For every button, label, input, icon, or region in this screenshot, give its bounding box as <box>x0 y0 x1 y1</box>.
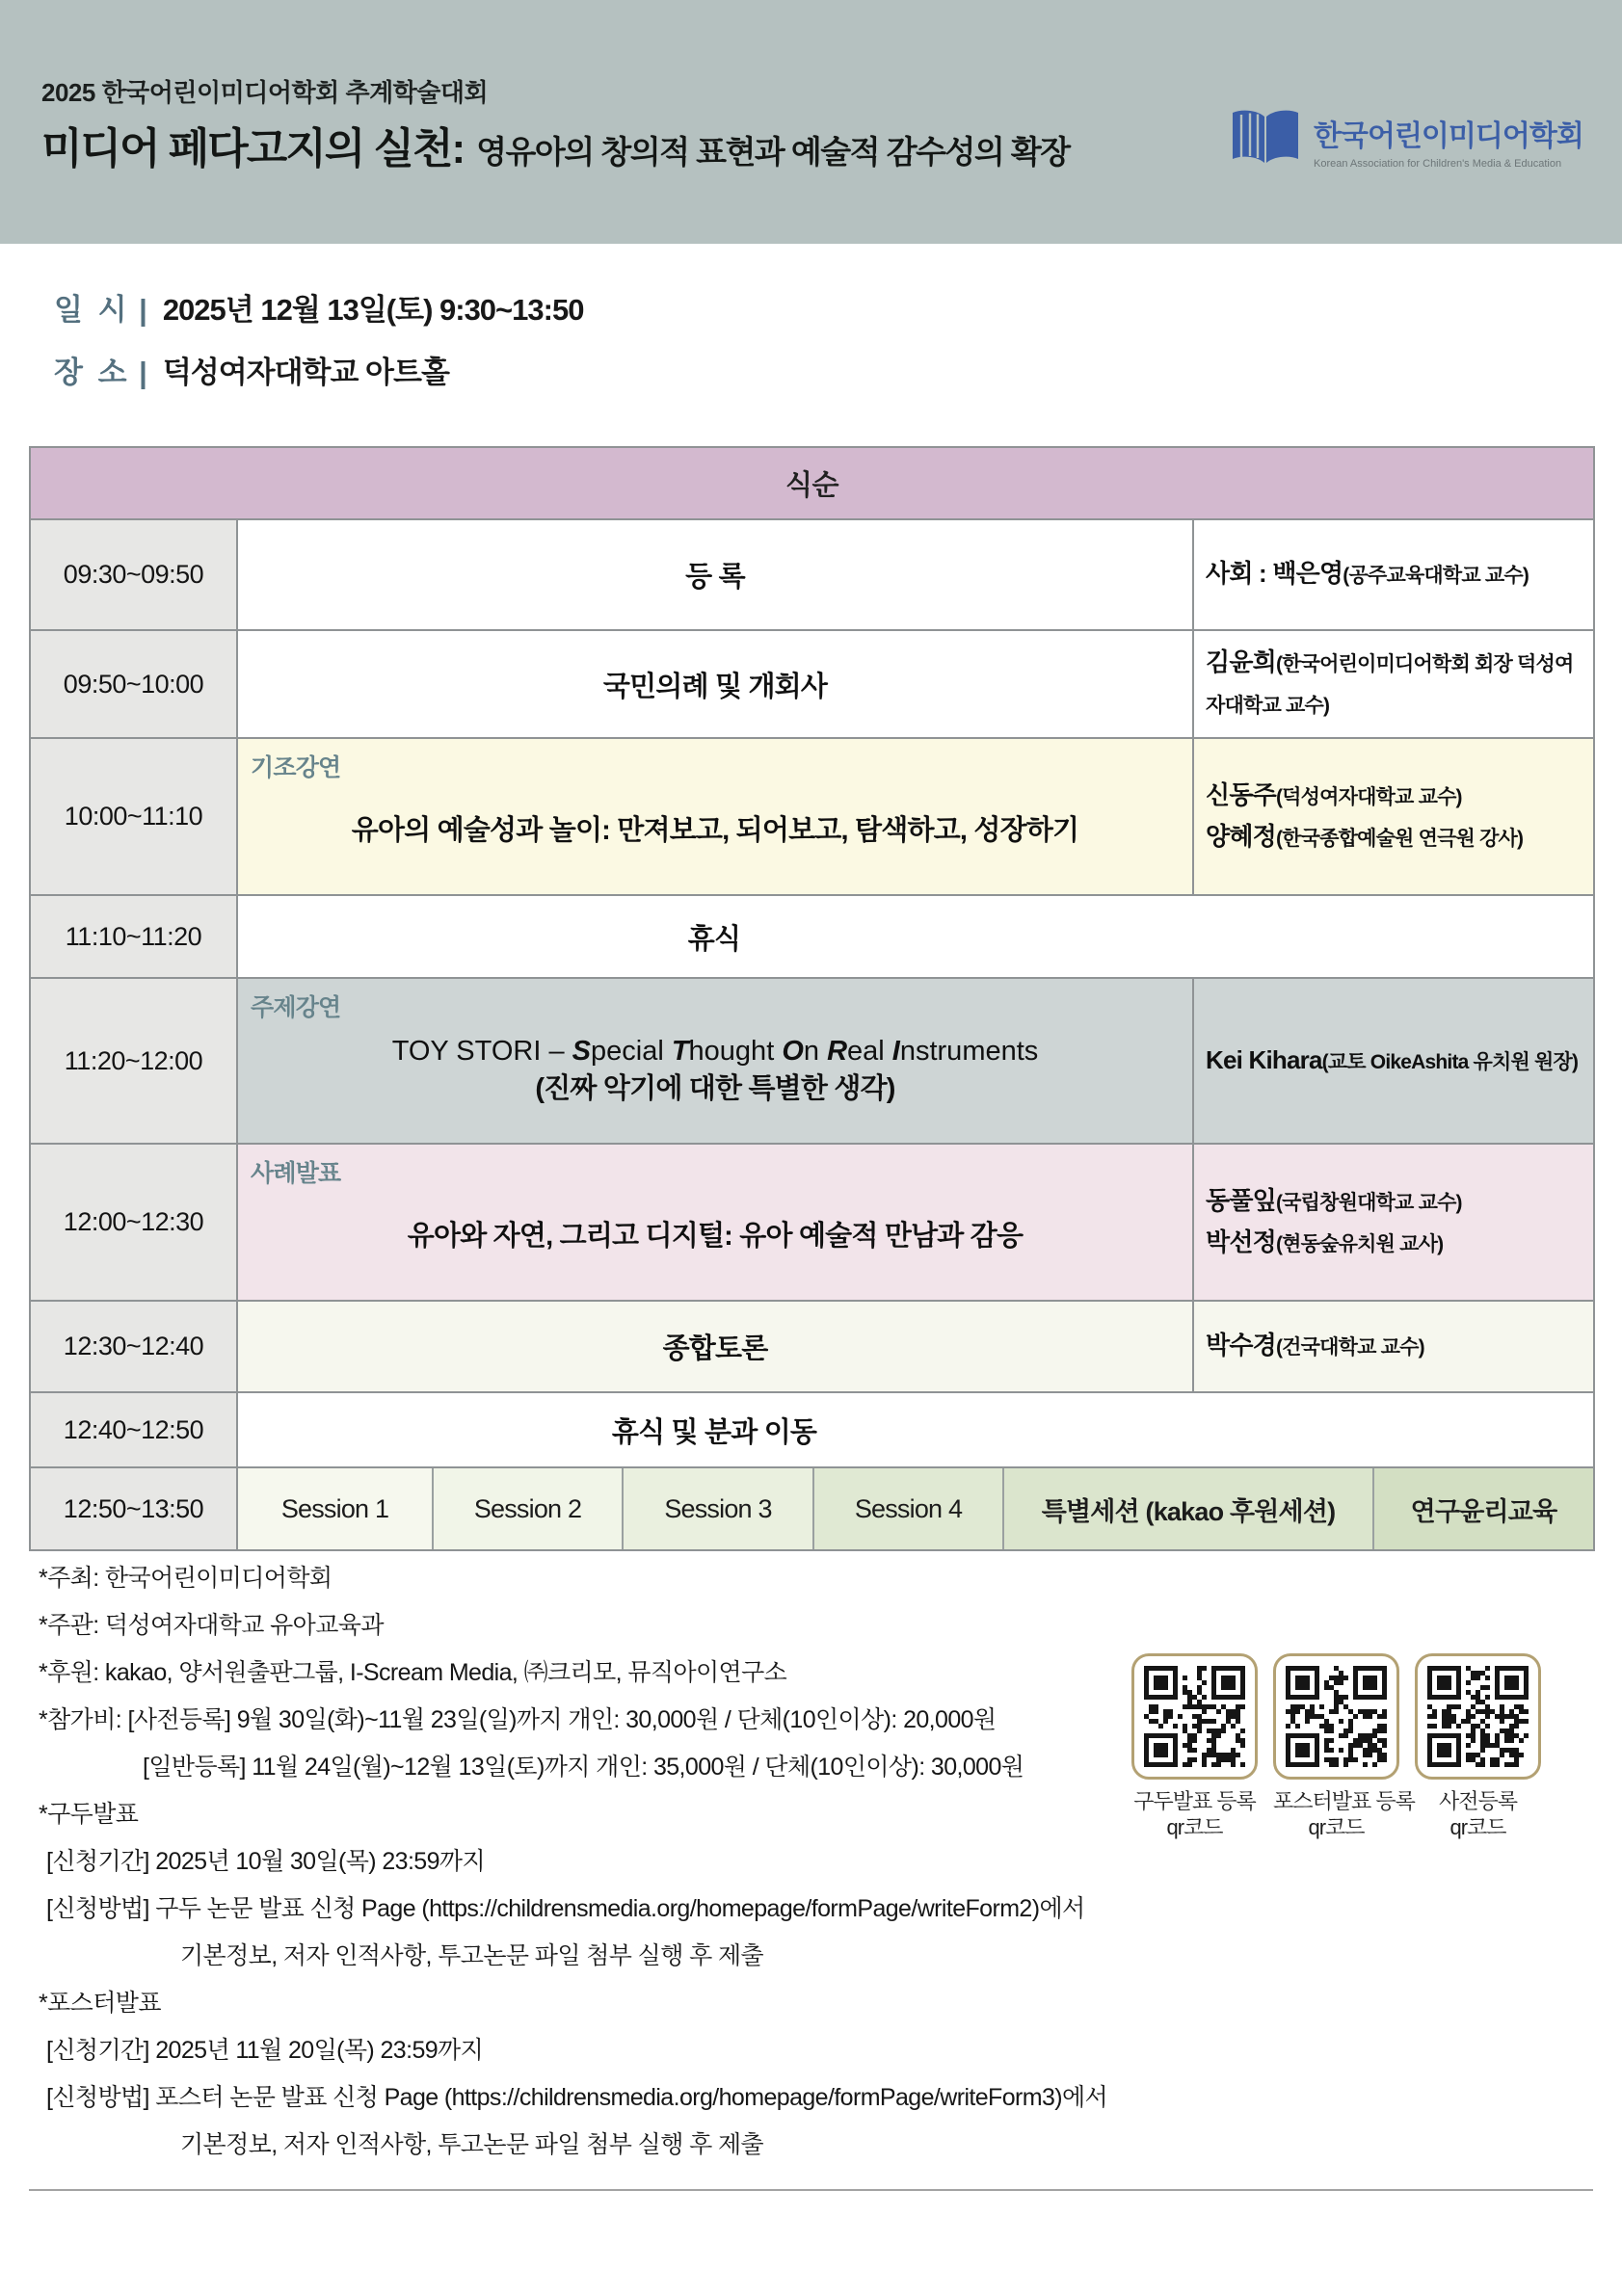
venue-row <box>54 348 583 410</box>
date-value: 2025년 12월 13일(토) 9:30~13:50 <box>162 293 584 327</box>
speaker-affiliation: (건국대학교 교수) <box>1275 1336 1424 1359</box>
speaker-name: 박선정 <box>1206 1227 1276 1256</box>
note-oral-heading: *구두발표 <box>39 1801 139 1828</box>
speaker-name: 박수경 <box>1206 1331 1276 1359</box>
speaker-cell <box>1193 630 1594 738</box>
event-cell <box>237 738 1193 895</box>
speaker-cell <box>1193 978 1594 1144</box>
case-presentation-title: 유아와 자연, 그리고 디지털: 유아 예술적 만남과 감응 <box>407 1221 1024 1252</box>
speaker-cell <box>1193 519 1594 630</box>
time-cell: 12:30~12:40 <box>30 1301 237 1392</box>
oral-registration-qr-code <box>1131 1653 1258 1780</box>
note-poster-heading: *포스터발표 <box>39 1990 161 2017</box>
time-cell: 12:00~12:30 <box>30 1144 237 1301</box>
session-4-cell: Session 4 <box>812 1468 1002 1549</box>
speaker-name: 동풀잎 <box>1206 1185 1276 1215</box>
note-fee-regular: [일반등록] 11월 24일(월)~12월 13일(토)까지 개인: 35,000원 / 단체(10인이상): 30,000원 <box>143 1754 1024 1781</box>
table-row <box>30 1301 1594 1392</box>
session-1-cell: Session 1 <box>238 1468 432 1549</box>
time-cell: 09:30~09:50 <box>30 519 237 630</box>
qr-sublabel: qr코드 <box>1449 1815 1506 1839</box>
speaker-affiliation: (한국어린이미디어학회 회장 덕성여자대학교 교수) <box>1206 653 1574 717</box>
note-oral-method: [신청방법] 구두 논문 발표 신청 Page (https://childrensmedia.org/homepage/formPage/writeForm2)에서 <box>46 1895 1085 1922</box>
table-title: 식순 <box>30 447 1594 519</box>
special-session-cell: 특별세션 (kakao 후원세션) <box>1002 1468 1372 1549</box>
speaker-affiliation: (한국종합예술원 연극원 강사) <box>1275 827 1524 850</box>
keynote-title: 유아의 예술성과 놀이: 만져보고, 되어보고, 탐색하고, 성장하기 <box>351 815 1079 846</box>
event-cell: 등 록 <box>237 519 1193 630</box>
speaker-name: Kei Kihara <box>1206 1044 1322 1074</box>
header-band <box>0 0 1622 244</box>
event-name: 2025 한국어린이미디어학회 추계학술대회 <box>41 78 489 107</box>
session-type-label: 사례발표 <box>251 1160 341 1187</box>
table-row-sessions <box>30 1467 1594 1550</box>
table-row-break <box>30 1392 1594 1467</box>
venue-label: 장 소 <box>54 356 127 389</box>
topic-lecture-title: TOY STORI – Special Thought On Real Instruments <box>391 1035 1039 1067</box>
table-header-row <box>30 447 1594 519</box>
time-cell: 09:50~10:00 <box>30 630 237 738</box>
table-row <box>30 519 1594 630</box>
schedule-table <box>29 446 1595 1551</box>
table-row-break <box>30 895 1594 978</box>
table-row-case-presentation <box>30 1144 1594 1301</box>
table-row-topic-lecture <box>30 978 1594 1144</box>
speaker-name: 양혜정 <box>1206 821 1276 851</box>
event-cell <box>237 978 1193 1144</box>
event-cell: 휴식 및 분과 이동 <box>237 1392 1594 1467</box>
logo-name-korean: 한국어린이미디어학회 <box>1314 119 1583 152</box>
poster-registration-qr-code <box>1273 1653 1399 1780</box>
event-cell <box>237 1144 1193 1301</box>
qr-item-poster <box>1273 1653 1415 1840</box>
session-2-cell: Session 2 <box>432 1468 622 1549</box>
note-oral-method-2: 기본정보, 저자 인적사항, 투고논문 파일 첨부 실행 후 제출 <box>180 1942 764 1969</box>
session-type-label: 기조강연 <box>251 754 341 781</box>
qr-code-group <box>1131 1653 1541 1840</box>
note-oral-period: [신청기간] 2025년 10월 30일(목) 23:59까지 <box>46 1848 486 1875</box>
event-info <box>54 285 583 410</box>
separator: | <box>139 356 147 389</box>
speaker-cell <box>1193 738 1594 895</box>
qr-label: 포스터발표 등록 <box>1273 1789 1415 1813</box>
speaker-affiliation: (덕성여자대학교 교수) <box>1275 785 1462 808</box>
sessions-cell <box>237 1467 1594 1550</box>
logo-name-english: Korean Association for Children's Media & Education <box>1314 157 1562 170</box>
note-organizer: *주관: 덕성여자대학교 유아교육과 <box>39 1612 384 1639</box>
separator: | <box>139 293 147 327</box>
speaker-cell <box>1193 1144 1594 1301</box>
logo-text <box>1314 112 1583 170</box>
date-row <box>54 285 583 348</box>
speaker-affiliation: (교토 OikeAshita 유치원 원장) <box>1321 1050 1579 1073</box>
association-logo <box>1230 108 1583 172</box>
title-main: 미디어 페다고지의 실천: <box>41 125 465 172</box>
qr-sublabel: qr코드 <box>1166 1815 1223 1839</box>
preregistration-qr-code <box>1415 1653 1541 1780</box>
time-cell: 12:40~12:50 <box>30 1392 237 1467</box>
open-book-logo-icon <box>1230 108 1301 172</box>
qr-label: 구두발표 등록 <box>1133 1789 1256 1813</box>
time-cell: 12:50~13:50 <box>30 1467 237 1550</box>
event-cell: 국민의례 및 개회사 <box>237 630 1193 738</box>
note-sponsor: *후원: kakao, 양서원출판그룹, I-Scream Media, ㈜크리모, 뮤직아이연구소 <box>39 1659 787 1686</box>
time-cell: 11:20~12:00 <box>30 978 237 1144</box>
speaker-affiliation: (공주교육대학교 교수) <box>1343 565 1529 587</box>
bottom-divider <box>29 2189 1593 2191</box>
venue-value: 덕성여자대학교 아트홀 <box>162 356 449 389</box>
speaker-name: 사회 : 백은영 <box>1206 559 1343 588</box>
event-cell: 종합토론 <box>237 1301 1193 1392</box>
time-cell: 11:10~11:20 <box>30 895 237 978</box>
note-poster-period: [신청기간] 2025년 11월 20일(목) 23:59까지 <box>46 2037 484 2064</box>
speaker-name: 신동주 <box>1206 779 1276 809</box>
speaker-affiliation: (국립창원대학교 교수) <box>1275 1191 1462 1214</box>
speaker-cell <box>1193 1301 1594 1392</box>
title-subtitle: 영유아의 창의적 표현과 예술적 감수성의 확장 <box>476 134 1070 170</box>
table-row-keynote <box>30 738 1594 895</box>
table-row <box>30 630 1594 738</box>
note-host: *주최: 한국어린이미디어학회 <box>39 1565 332 1592</box>
event-cell: 휴식 <box>237 895 1594 978</box>
note-poster-method: [신청방법] 포스터 논문 발표 신청 Page (https://childrensmedia.org/homepage/formPage/writeForm3)에서 <box>46 2084 1108 2111</box>
note-fee-early: *참가비: [사전등록] 9월 30일(화)~11월 23일(일)까지 개인: 30,000원 / 단체(10인이상): 20,000원 <box>39 1706 997 1733</box>
time-cell: 10:00~11:10 <box>30 738 237 895</box>
research-ethics-cell: 연구윤리교육 <box>1372 1468 1593 1549</box>
qr-sublabel: qr코드 <box>1308 1815 1365 1839</box>
session-3-cell: Session 3 <box>622 1468 812 1549</box>
speaker-affiliation: (현동숲유치원 교사) <box>1275 1232 1444 1255</box>
session-type-label: 주제강연 <box>251 994 341 1021</box>
date-label: 일 시 <box>54 293 127 327</box>
note-poster-method-2: 기본정보, 저자 인적사항, 투고논문 파일 첨부 실행 후 제출 <box>180 2131 764 2158</box>
speaker-name: 김윤희 <box>1206 647 1276 676</box>
topic-lecture-subtitle: (진짜 악기에 대한 특별한 생각) <box>535 1072 895 1104</box>
qr-label: 사전등록 <box>1438 1789 1517 1813</box>
poster-title <box>41 114 1070 175</box>
qr-item-preregistration <box>1415 1653 1541 1840</box>
footer-notes <box>39 1555 1128 2169</box>
qr-item-oral <box>1131 1653 1258 1840</box>
